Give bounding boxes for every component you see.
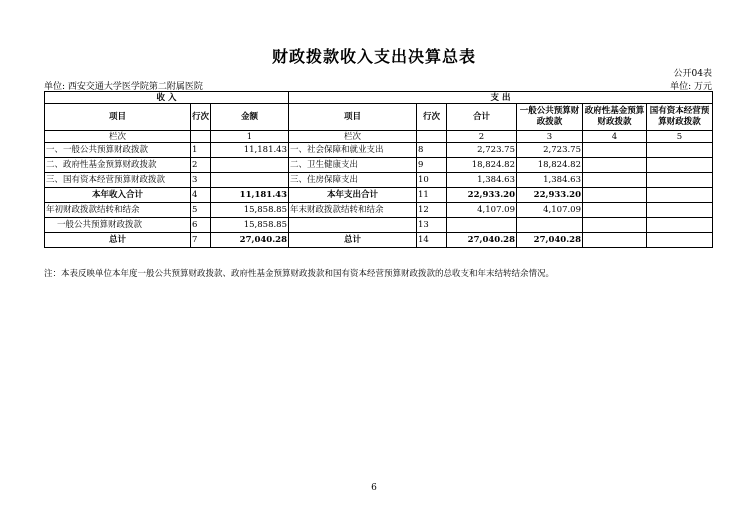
column-number: 2: [447, 131, 517, 143]
income-amount: 11,181.43: [211, 143, 289, 158]
expense-line: 9: [417, 158, 447, 173]
column-number: 3: [517, 131, 583, 143]
expense-fund: [583, 173, 647, 188]
currency-label: 单位: 万元: [670, 82, 712, 92]
income-amount: 15,858.85: [211, 203, 289, 218]
table-row: [45, 188, 713, 203]
expense-line: 14: [417, 233, 447, 248]
expense-soe: [647, 173, 713, 188]
header-soe: 国有资本经营预算财政拨款: [647, 104, 713, 131]
income-item: 二、政府性基金预算财政拨款: [45, 158, 191, 173]
expense-total: 18,824.82: [447, 158, 517, 173]
income-amount: [211, 173, 289, 188]
header-expense-item: 项目: [289, 104, 417, 131]
expense-soe: [647, 218, 713, 233]
expense-total: 2,723.75: [447, 143, 517, 158]
column-number: 栏次: [289, 131, 417, 143]
income-item: 总计: [45, 233, 191, 248]
income-line: 5: [191, 203, 211, 218]
header-line: 行次: [191, 104, 211, 131]
expense-item: 总计: [289, 233, 417, 248]
income-amount: 27,040.28: [211, 233, 289, 248]
expense-item: [289, 218, 417, 233]
income-line: 6: [191, 218, 211, 233]
column-number: 4: [583, 131, 647, 143]
unit-row: [44, 79, 712, 91]
expense-item: 三、住房保障支出: [289, 173, 417, 188]
expense-general: 18,824.82: [517, 158, 583, 173]
column-number-row: [45, 131, 713, 143]
expense-fund: [583, 203, 647, 218]
column-number: [191, 131, 211, 143]
income-amount: 15,858.85: [211, 218, 289, 233]
unit-label: 单位: 西安交通大学医学院第二附属医院: [44, 82, 203, 92]
expense-item: 年末财政拨款结转和结余: [289, 203, 417, 218]
column-number: 1: [211, 131, 289, 143]
header-line: 行次: [417, 104, 447, 131]
expense-line: 13: [417, 218, 447, 233]
income-line: 3: [191, 173, 211, 188]
expense-soe: [647, 158, 713, 173]
income-amount: 11,181.43: [211, 188, 289, 203]
expense-line: 8: [417, 143, 447, 158]
income-item: 一般公共预算财政拨款: [45, 218, 191, 233]
income-line: 4: [191, 188, 211, 203]
table-row: [45, 173, 713, 188]
income-amount: [211, 158, 289, 173]
expense-line: 10: [417, 173, 447, 188]
table-row: [45, 233, 713, 248]
table-note: 注：本表反映单位本年度一般公共预算财政拨款、政府性基金预算财政拨款和国有资本经营预算财政拨款的总收支和年末结转结余情况。: [44, 269, 555, 279]
column-number: 5: [647, 131, 713, 143]
income-item: 年初财政拨款结转和结余: [45, 203, 191, 218]
expense-item: 二、卫生健康支出: [289, 158, 417, 173]
table-row: [45, 143, 713, 158]
income-line: 2: [191, 158, 211, 173]
budget-table: [44, 91, 713, 248]
section-row: [45, 92, 713, 104]
column-number: 栏次: [45, 131, 191, 143]
expense-general: [517, 218, 583, 233]
expense-line: 11: [417, 188, 447, 203]
income-section: 收 入: [45, 92, 289, 104]
header-general: 一般公共预算财政拨款: [517, 104, 583, 131]
table-row: [45, 218, 713, 233]
expense-item: 本年支出合计: [289, 188, 417, 203]
expense-fund: [583, 233, 647, 248]
header-fund: 政府性基金预算财政拨款: [583, 104, 647, 131]
expense-general: 27,040.28: [517, 233, 583, 248]
form-code: 公开04表: [673, 69, 712, 79]
page-number: 6: [371, 483, 377, 493]
expense-total: 1,384.63: [447, 173, 517, 188]
header-income-item: 项目: [45, 104, 191, 131]
expense-fund: [583, 188, 647, 203]
expense-fund: [583, 218, 647, 233]
expense-soe: [647, 188, 713, 203]
income-line: 1: [191, 143, 211, 158]
expense-fund: [583, 158, 647, 173]
table-row: [45, 203, 713, 218]
table-row: [45, 158, 713, 173]
expense-general: 2,723.75: [517, 143, 583, 158]
income-item: 三、国有资本经营预算财政拨款: [45, 173, 191, 188]
expense-total: [447, 218, 517, 233]
expense-soe: [647, 143, 713, 158]
expense-soe: [647, 203, 713, 218]
header-row: [45, 104, 713, 131]
expense-line: 12: [417, 203, 447, 218]
expense-soe: [647, 233, 713, 248]
expense-general: 22,933.20: [517, 188, 583, 203]
header-amount: 金额: [211, 104, 289, 131]
expense-section: 支 出: [289, 92, 713, 104]
expense-fund: [583, 143, 647, 158]
header-total: 合计: [447, 104, 517, 131]
expense-general: 1,384.63: [517, 173, 583, 188]
income-item: 一、一般公共预算财政拨款: [45, 143, 191, 158]
page-title: 财政拨款收入支出决算总表: [271, 47, 476, 66]
income-line: 7: [191, 233, 211, 248]
income-item: 本年收入合计: [45, 188, 191, 203]
expense-general: 4,107.09: [517, 203, 583, 218]
expense-total: 4,107.09: [447, 203, 517, 218]
expense-item: 一、社会保障和就业支出: [289, 143, 417, 158]
expense-total: 22,933.20: [447, 188, 517, 203]
expense-total: 27,040.28: [447, 233, 517, 248]
column-number: [417, 131, 447, 143]
